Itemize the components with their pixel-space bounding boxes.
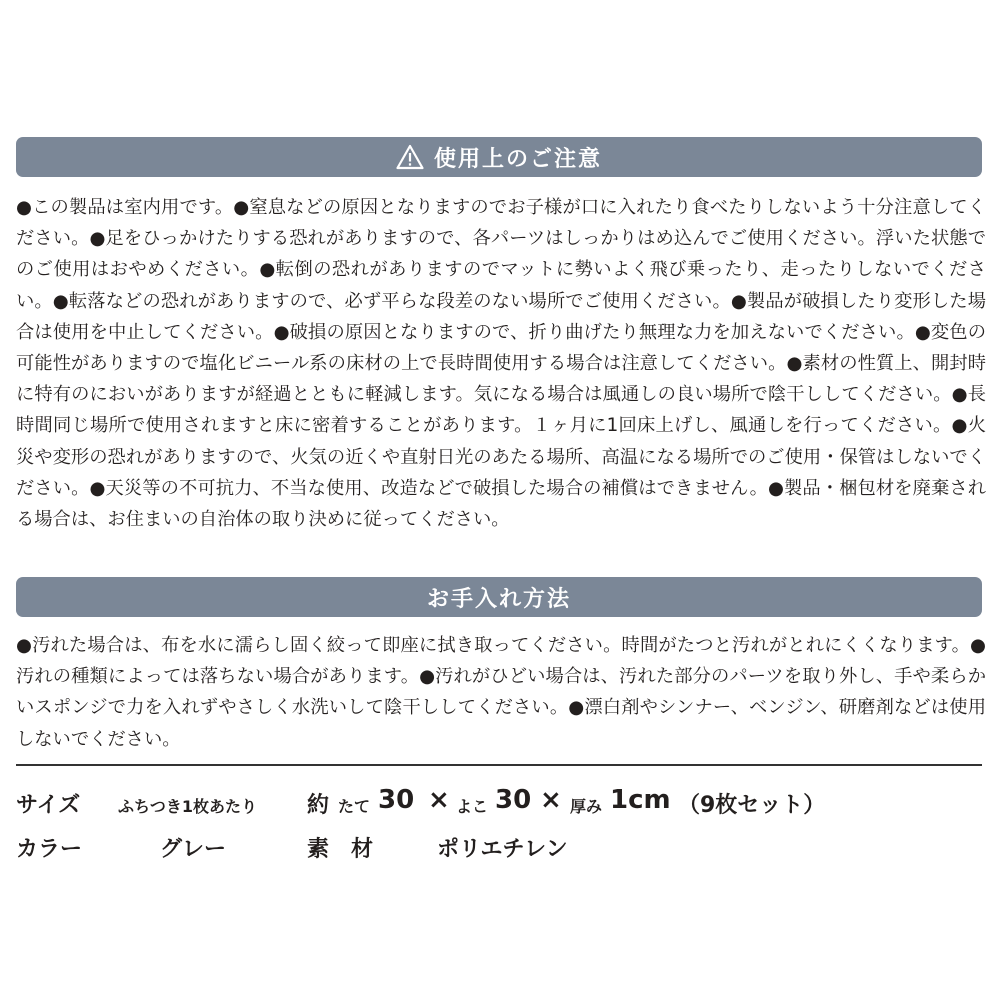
color-value: グレー	[160, 837, 227, 862]
size-approx: 約	[307, 793, 330, 818]
care-text: ●汚れた場合は、布を水に濡らし固く絞って即座に拭き取ってください。時間がたつと汚れがとれにくくなります。●汚れの種類によっては落ちない場合があります。●汚れがひどい場合は、汚れた部分のパーツを取り外し、手や柔らかいスポンジで力を入れずやさしく水洗いして陰干ししてください。●漂白剤やシンナー、ベンジン、研磨剤などは使用しないでください。	[16, 635, 986, 750]
width-label: よこ	[456, 797, 489, 816]
care-banner	[16, 577, 982, 617]
caution-text: ●この製品は室内用です。●窒息などの原因となりますのでお子様が口に入れたり食べたりしないよう十分注意してください。●足をひっかけたりする恐れがありますので、各パーツはしっかりはめ込んでご使用ください。浮いた状態でのご使用はおやめください。●転倒の恐れがありますのでマットに勢いよく飛び乗ったり、走ったりしないでください。●転落などの恐れがありますので、必ず平らな段差のない場所でご使用ください。●製品が破損したり変形した場合は使用を中止してください。●破損の原因となりますので、折り曲げたり無理な力を加えないでください。●変色の可能性がありますので塩化ビニール系の床材の上で長時間使用する場合は注意してください。●素材の性質上、開封時に特有のにおいがありますが経過とともに軽減します。気になる場合は風通しの良い場所で陰干ししてください。●長時間同じ場所で使用されますと床に密着することがあります。１ヶ月に1回床上げし、風通しを行ってください。●火災や変形の恐れがありますので、火気の近くや直射日光のあたる場所、高温になる場所でのご使用・保管はしないでください。●天災等の不可抗力、不当な使用、改造などで破損した場合の補償はできません。●製品・梱包材を廃棄される場合は、お住まいの自治体の取り決めに従ってください。	[16, 197, 986, 531]
caution-banner	[16, 137, 982, 177]
section-divider	[16, 764, 982, 766]
set-note: （9枚セット）	[678, 793, 826, 818]
caution-title: 使用上のご注意	[433, 146, 602, 172]
height-value: 30	[378, 785, 415, 815]
color-label: カラー	[16, 837, 83, 862]
warning-icon	[396, 144, 424, 170]
material-value: ポリエチレン	[437, 837, 568, 862]
times-symbol-2: ×	[540, 785, 562, 815]
height-label: たて	[338, 797, 371, 816]
size-note: ふちつき1枚あたり	[118, 797, 257, 816]
care-title: お手入れ方法	[426, 586, 571, 612]
material-label: 素 材	[307, 837, 374, 862]
thickness-value: 1cm	[610, 785, 671, 815]
width-value: 30	[495, 785, 532, 815]
size-label: サイズ	[16, 793, 81, 818]
times-symbol-1: ×	[428, 785, 450, 815]
thickness-label: 厚み	[570, 797, 603, 816]
